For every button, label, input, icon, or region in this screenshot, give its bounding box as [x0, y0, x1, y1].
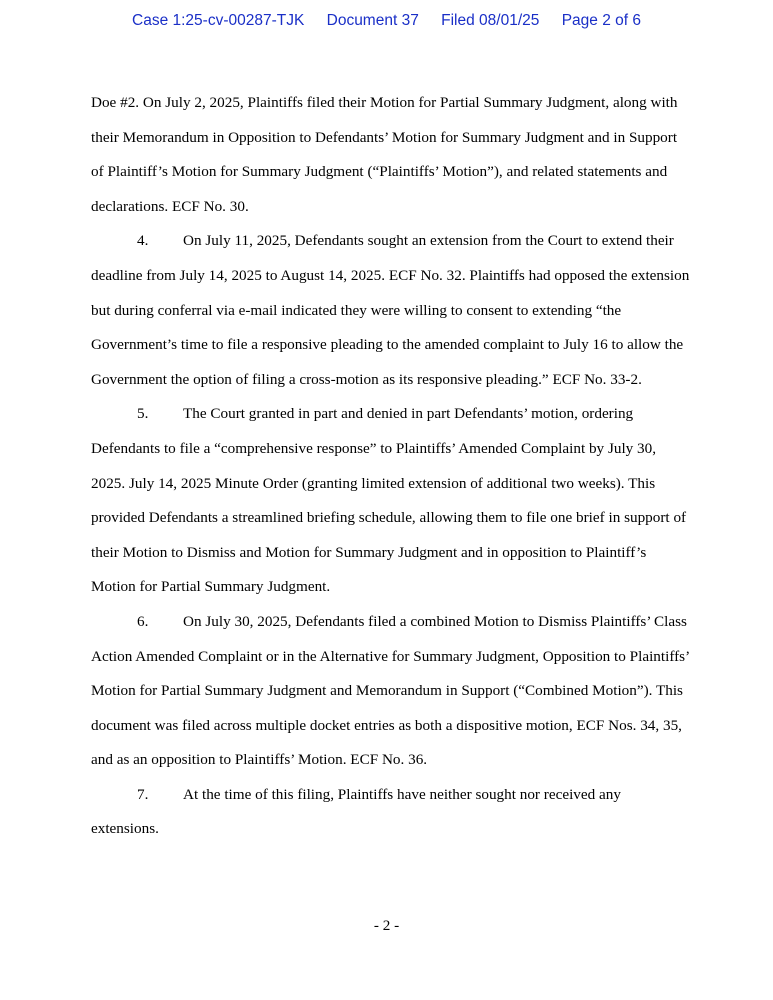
paragraph-text: On July 30, 2025, Defendants filed a combined Motion to Dismiss Plaintiffs’ Class Action Amended Complaint or in the Alternative for Summary Judgment, Opposition to Plaintiffs’ Motion for Partial Summary Judgment and Memorandum in Support (“Combined Motion”). This document was filed across multiple docket entries as both a dispositive motion, ECF Nos. 34, 35, and as an opposition to Plaintiffs’ Motion. ECF No. 36.	[91, 612, 690, 769]
document-body	[91, 86, 691, 847]
paragraph-text: Doe #2. On July 2, 2025, Plaintiffs filed their Motion for Partial Summary Judgment, along with their Memorandum in Opposition to Defendants’ Motion for Summary Judgment and in Support of Plaintiff’s Motion for Summary Judgment (“Plaintiffs’ Motion”), and related statements and declarations. ECF No. 30.	[91, 94, 678, 215]
paragraph-4	[91, 224, 691, 397]
paragraph-number: 5.	[137, 405, 149, 423]
paragraph-text: The Court granted in part and denied in part Defendants’ motion, ordering Defendants to file a “comprehensive response” to Plaintiffs’ Amended Complaint by July 30, 2025. July 14, 2025 Minute Order (granting limited extension of additional two weeks). This provided Defendants a streamlined briefing schedule, allowing them to file one brief in support of their Motion to Dismiss and Motion for Summary Judgment and in opposition to Plaintiff’s Motion for Partial Summary Judgment.	[91, 405, 687, 596]
paragraph-7	[91, 778, 691, 847]
case-number: Case 1:25-cv-00287-TJK	[132, 12, 305, 29]
paragraph-number: 4.	[137, 232, 149, 250]
paragraph-number: 7.	[137, 785, 149, 803]
paragraph-5	[91, 397, 691, 605]
document-number: Document 37	[326, 12, 419, 29]
paragraph-6	[91, 605, 691, 778]
paragraph-text: At the time of this filing, Plaintiffs have neither sought nor received any extensions.	[91, 785, 621, 838]
ecf-header	[0, 12, 773, 30]
page-footer	[0, 917, 773, 935]
paragraph-number: 6.	[137, 612, 149, 630]
paragraph-text: On July 11, 2025, Defendants sought an extension from the Court to extend their deadline from July 14, 2025 to August 14, 2025. ECF No. 32. Plaintiffs had opposed the extension but during conferral via e-mail indicated they were willing to consent to extending “the Government’s time to file a responsive pleading to the amended complaint to July 16 to allow the Government the option of filing a cross-motion as its responsive pleading.” ECF No. 33-2.	[91, 232, 690, 388]
paragraph-continued	[91, 86, 691, 224]
filed-date: Filed 08/01/25	[441, 12, 540, 29]
page-number: - 2 -	[373, 917, 400, 934]
page-count: Page 2 of 6	[561, 12, 641, 29]
